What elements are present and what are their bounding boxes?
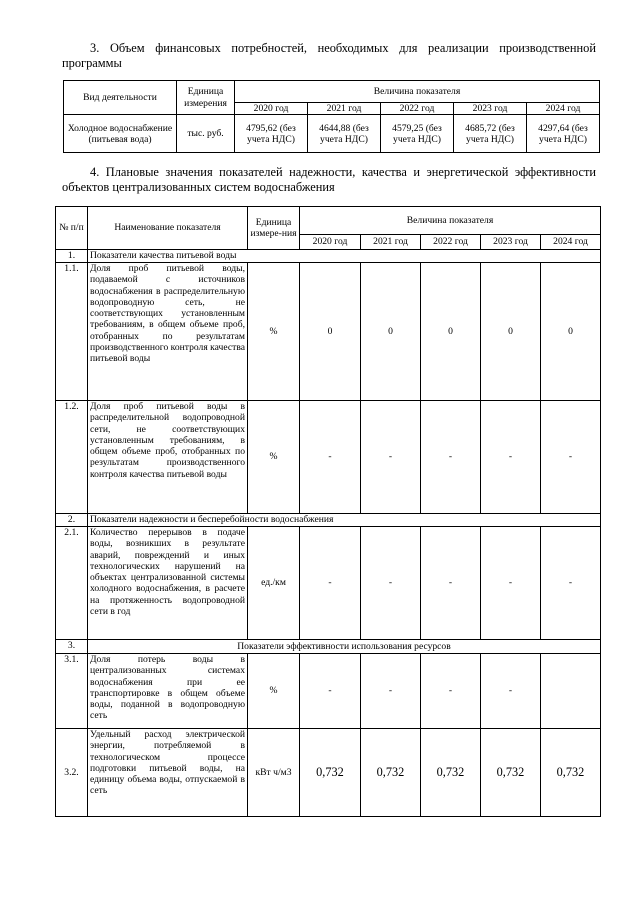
activity-cell: Холодное водоснабжение (питьевая вода) <box>64 115 177 153</box>
indicator-name: Количество перерывов в подаче воды, возникших в результате аварий, повреждений и иных технологических нарушений на объектах централизованной системы холодного водоснабжения, в расчете на протяженность водопроводной сети в год <box>88 527 248 640</box>
indicator-name: Доля потерь воды в централизованных системах водоснабжения при ее транспортировке в общем объеме воды, поданной в водопроводную сеть <box>88 654 248 729</box>
value-cell: - <box>361 401 421 514</box>
year-header: 2023 год <box>454 103 527 115</box>
row-number: 1.1. <box>56 263 88 401</box>
year-header: 2021 год <box>361 235 421 250</box>
section4-heading: 4. Плановые значения показателей надежности, качества и энергетической эффективности объектов централизованных систем водоснабжения <box>62 165 596 194</box>
value-cell: - <box>541 401 601 514</box>
row-number: 3.2. <box>56 729 88 817</box>
indicators-table <box>55 206 601 817</box>
row-number: 3.1. <box>56 654 88 729</box>
section-title: Показатели надежности и бесперебойности водоснабжения <box>88 514 601 527</box>
col-value: Величина показателя <box>235 81 600 103</box>
unit-cell: % <box>248 654 300 729</box>
year-header: 2021 год <box>308 103 381 115</box>
value-cell: - <box>541 527 601 640</box>
value-cell: - <box>481 401 541 514</box>
value-cell: 4297,64 (без учета НДС) <box>527 115 600 153</box>
indicator-name: Доля проб питьевой воды, подаваемой с источников водоснабжения в распределительную водопроводную сеть, не соответствующих установленным требованиям, в общем объеме проб, отобранных по результатам производственного контроля качества питьевой воды <box>88 263 248 401</box>
value-cell: 0 <box>300 263 361 401</box>
value-cell: - <box>481 527 541 640</box>
year-header: 2024 год <box>541 235 601 250</box>
financial-needs-table <box>63 80 600 153</box>
col-unit: Единица измере-ния <box>248 207 300 250</box>
col-num: № п/п <box>56 207 88 250</box>
unit-cell: % <box>248 401 300 514</box>
year-header: 2023 год <box>481 235 541 250</box>
value-cell: 4685,72 (без учета НДС) <box>454 115 527 153</box>
value-cell: 0 <box>481 263 541 401</box>
row-number: 2.1. <box>56 527 88 640</box>
unit-cell: тыс. руб. <box>177 115 235 153</box>
unit-cell: % <box>248 263 300 401</box>
year-header: 2020 год <box>300 235 361 250</box>
col-name: Наименование показателя <box>88 207 248 250</box>
col-activity: Вид деятельности <box>64 81 177 115</box>
indicator-name: Доля проб питьевой воды в распределительной водопроводной сети, не соответствующих установленным требованиям, в общем объеме проб, отобранных по результатам производственного контроля качества питьевой воды <box>88 401 248 514</box>
section-title: Показатели эффективности использования ресурсов <box>88 640 601 654</box>
indicator-name: Удельный расход электрической энергии, потребляемой в технологическом процессе подготовки питьевой воды, на единицу объема воды, отпускаемой в сеть <box>88 729 248 817</box>
value-cell: - <box>481 654 541 729</box>
value-cell: - <box>421 527 481 640</box>
value-cell: 0,732 <box>541 729 601 817</box>
value-cell: - <box>300 654 361 729</box>
year-header: 2020 год <box>235 103 308 115</box>
value-cell: 0,732 <box>300 729 361 817</box>
section3-heading: 3. Объем финансовых потребностей, необходимых для реализации производственной программы <box>62 41 596 70</box>
value-cell: 4644,88 (без учета НДС) <box>308 115 381 153</box>
value-cell: 0,732 <box>361 729 421 817</box>
value-cell: - <box>361 654 421 729</box>
unit-cell: ед./км <box>248 527 300 640</box>
value-cell: 4579,25 (без учета НДС) <box>381 115 454 153</box>
value-cell: - <box>361 527 421 640</box>
row-number: 2. <box>56 514 88 527</box>
value-cell: - <box>421 401 481 514</box>
value-cell: - <box>421 654 481 729</box>
value-cell: 0 <box>361 263 421 401</box>
unit-cell: кВт ч/м3 <box>248 729 300 817</box>
row-number: 1.2. <box>56 401 88 514</box>
year-header: 2022 год <box>381 103 454 115</box>
value-cell: 4795,62 (без учета НДС) <box>235 115 308 153</box>
value-cell: - <box>300 527 361 640</box>
value-cell: 0 <box>541 263 601 401</box>
row-number: 3. <box>56 640 88 654</box>
year-header: 2024 год <box>527 103 600 115</box>
value-cell: 0,732 <box>481 729 541 817</box>
value-cell <box>541 654 601 729</box>
value-cell: 0,732 <box>421 729 481 817</box>
year-header: 2022 год <box>421 235 481 250</box>
value-cell: - <box>300 401 361 514</box>
col-unit: Единица измерения <box>177 81 235 115</box>
row-number: 1. <box>56 250 88 263</box>
value-cell: 0 <box>421 263 481 401</box>
section-title: Показатели качества питьевой воды <box>88 250 601 263</box>
col-value: Величина показателя <box>300 207 601 235</box>
